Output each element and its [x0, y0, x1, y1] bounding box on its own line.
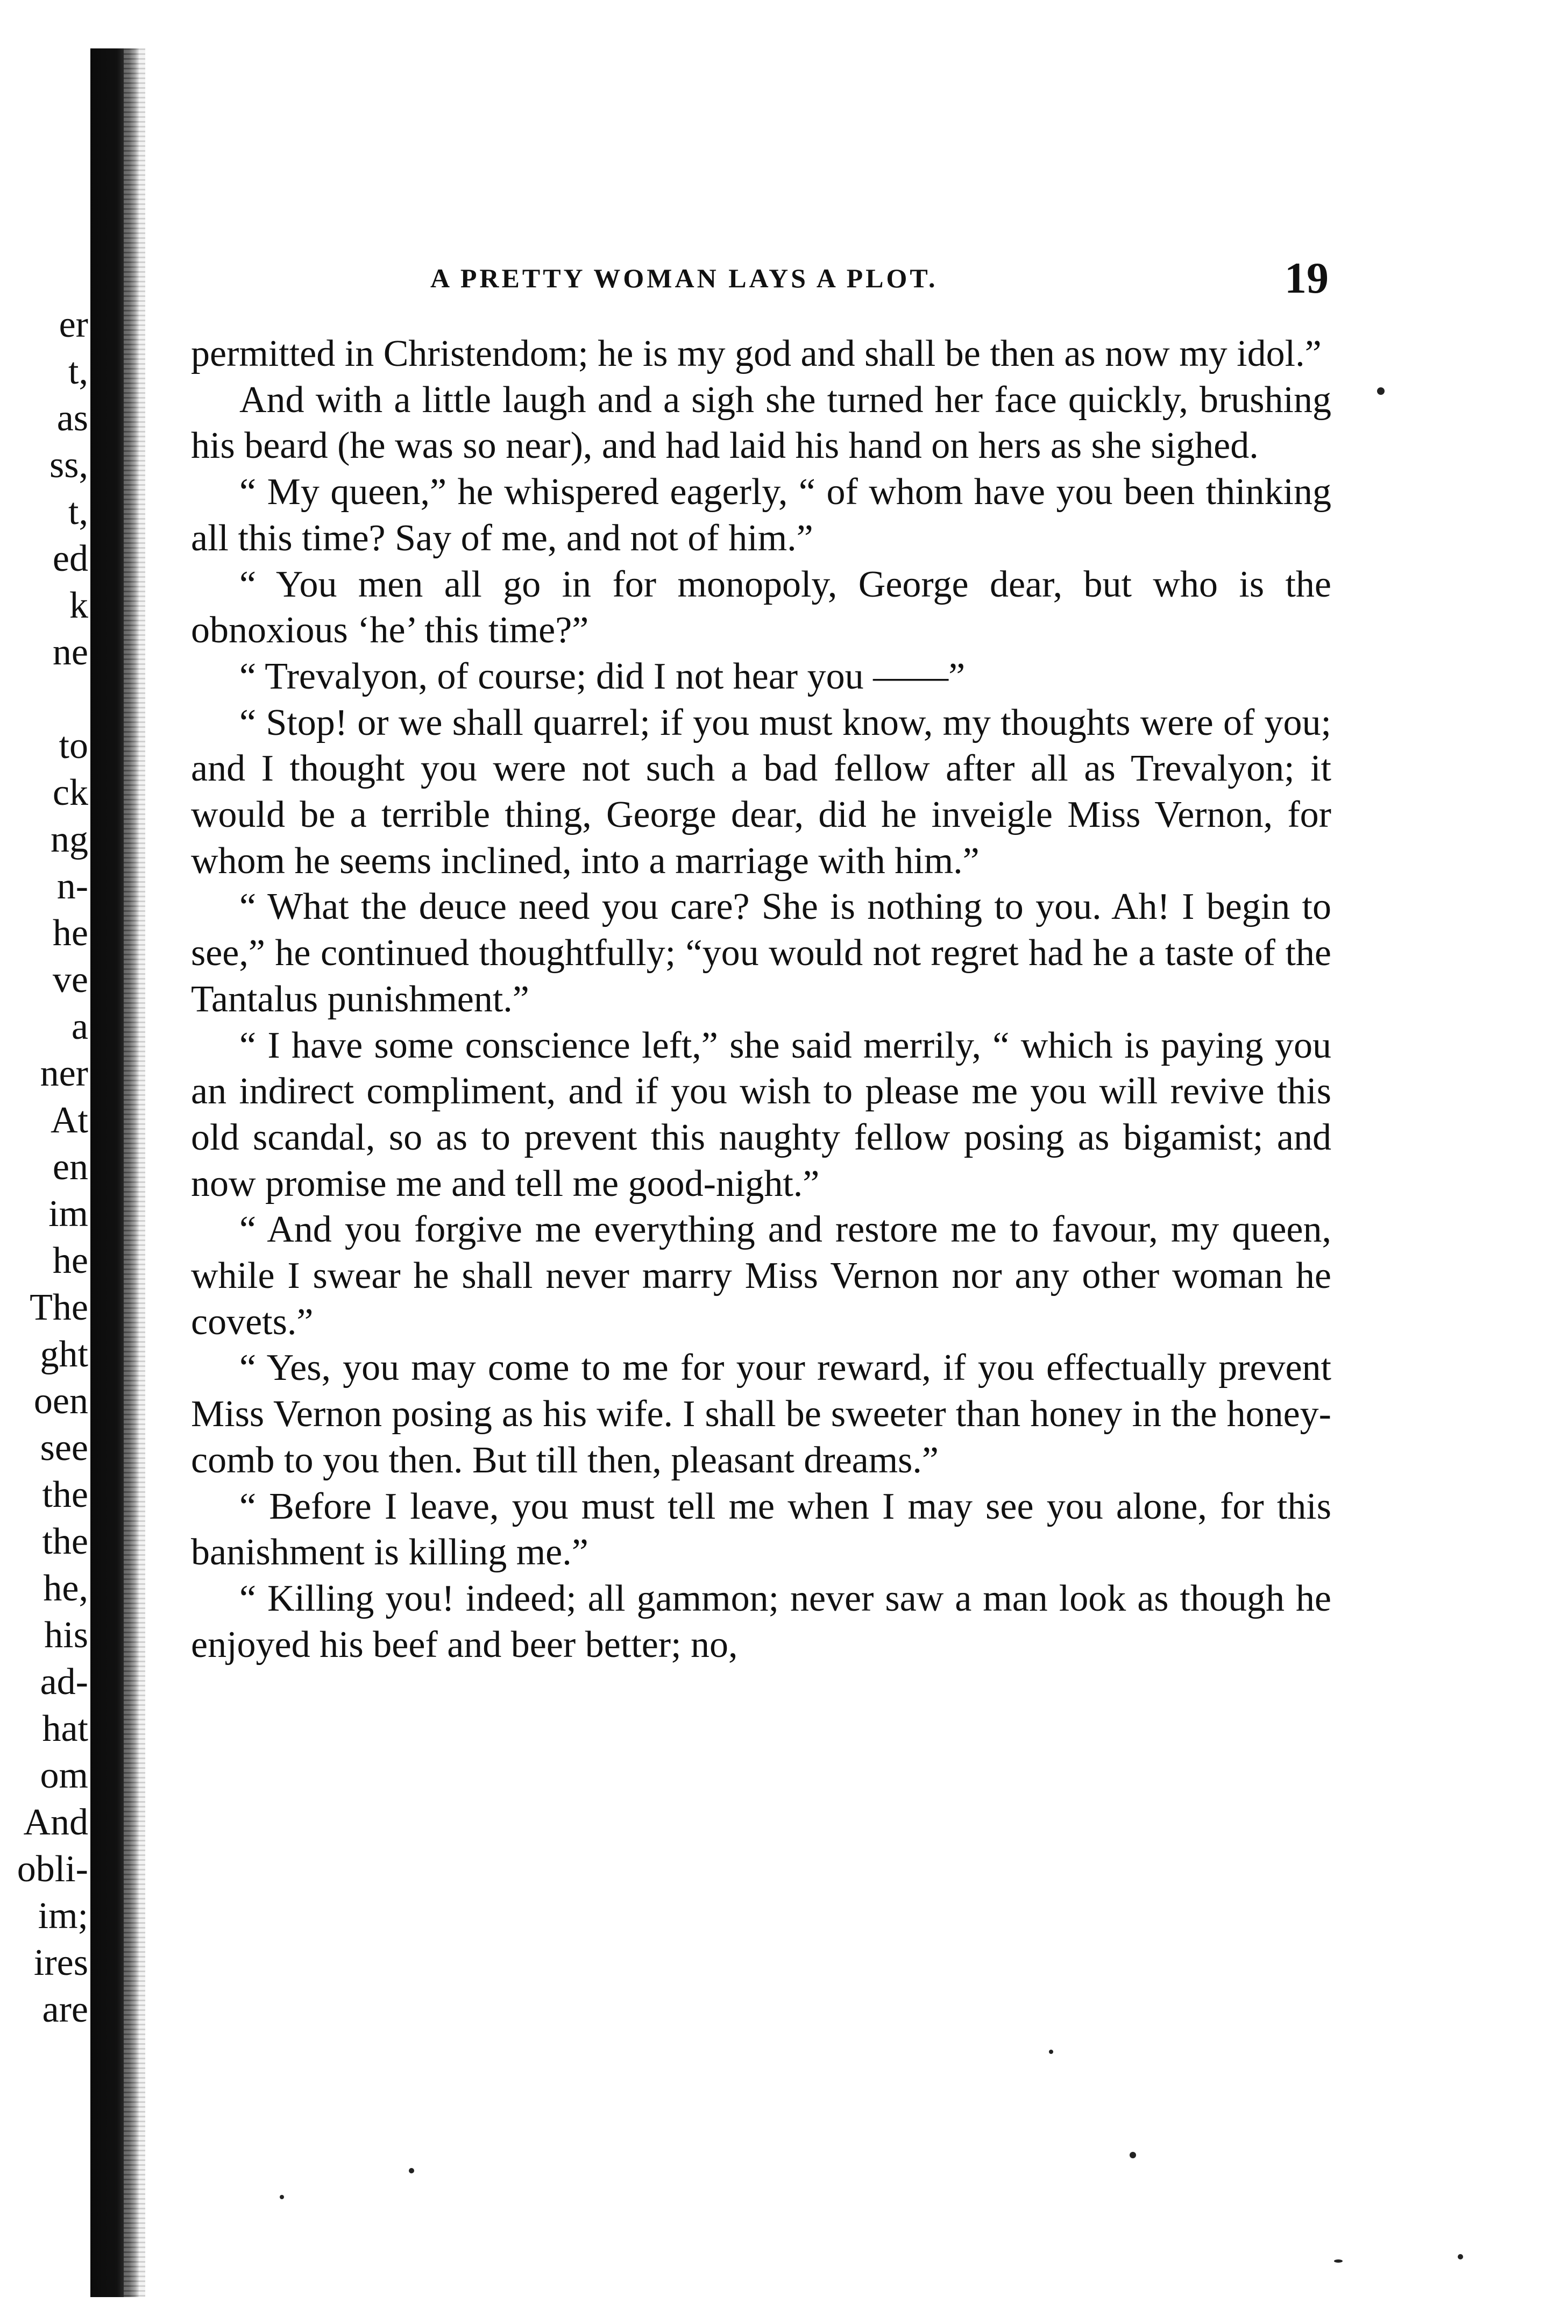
fragment-line [0, 676, 90, 722]
fragment-line: ng [51, 819, 88, 860]
fragment-line: ires [33, 1942, 88, 1983]
fragment-line: see [40, 1427, 88, 1469]
scan-speck [1458, 2254, 1463, 2259]
fragment-line: ss, [49, 444, 88, 486]
fragment-line: At [51, 1100, 88, 1141]
fragment-line: are [42, 1989, 88, 2030]
fragment-line: ner [40, 1053, 88, 1094]
fragment-line: oen [33, 1380, 88, 1422]
fragment-line: the [42, 1521, 88, 1562]
fragment-line: k [69, 585, 88, 626]
paragraph: “ What the deuce need you care? She is nothing to you. Ah! I begin to see,” he continued thoughtfully; “you would not regret had he a taste of the Tantalus punishment.” [191, 886, 1331, 1020]
paragraph: And with a little laugh and a sigh she turned her face quickly, brushing his beard (he was so near), and had laid his hand on hers as she sighed. [191, 379, 1331, 467]
fragment-line: er [59, 304, 88, 345]
running-head [194, 253, 1329, 312]
fragment-line: The [30, 1287, 88, 1328]
fragment-line: im; [38, 1895, 88, 1937]
paragraph: “ Trevalyon, of course; did I not hear you ——” [239, 655, 966, 697]
fragment-line: obli- [17, 1848, 88, 1890]
fragment-line: to [59, 725, 88, 767]
paragraph: “ Stop! or we shall quarrel; if you must know, my thoughts were of you; and I thought you were not such a bad fellow after all as Trevalyon; it would be a terrible thing, George dear, did he inveigle Miss Vernon, for whom he seems inclined, into a marriage with him.” [191, 702, 1331, 882]
fragment-line: he [52, 912, 88, 954]
paragraph: “ My queen,” he whispered eagerly, “ of whom have you been thinking all this time? Say of me, and not of him.” [191, 471, 1331, 559]
fragment-line: a [71, 1006, 88, 1047]
facing-page-fragments [0, 301, 90, 2033]
paragraph: permitted in Christendom; he is my god and shall be then as now my idol.” [191, 333, 1322, 374]
scan-speck [1377, 387, 1385, 395]
fragment-line: And [23, 1802, 88, 1843]
paragraph: “ You men all go in for monopoly, George dear, but who is the obnoxious ‘he’ this time?” [191, 563, 1331, 651]
paragraph: “ I have some conscience left,” she said merrily, “ which is paying you an indirect compliment, and if you wish to please me you will revive this old scandal, so as to prevent this naughty fellow posing as bigamist; and now promise me and tell me good-night.” [191, 1024, 1331, 1204]
scan-speck [1334, 2259, 1343, 2263]
fragment-line: he [52, 1240, 88, 1281]
fragment-line: as [56, 398, 88, 439]
fragment-line: t, [68, 351, 88, 392]
fragment-line: his [44, 1614, 88, 1656]
paragraph: “ Before I leave, you must tell me when I may see you alone, for this banishment is killing me.” [191, 1485, 1331, 1574]
fragment-line: t, [68, 491, 88, 533]
fragment-line: ght [40, 1334, 88, 1375]
fragment-line: ve [52, 959, 88, 1001]
body-text [191, 331, 1331, 1668]
running-title: A PRETTY WOMAN LAYS A PLOT. [430, 263, 938, 293]
scan-speck [409, 2168, 414, 2173]
scan-speck [1130, 2152, 1136, 2158]
fragment-line: om [40, 1755, 88, 1796]
page-number: 19 [1285, 253, 1329, 302]
fragment-line: ad- [40, 1661, 88, 1703]
paragraph: “ Yes, you may come to me for your reward, if you effectually prevent Miss Vernon posing as his wife. I shall be sweeter than honey in the honey-comb to you then. But till then, pleasant dreams.” [191, 1347, 1331, 1481]
scan-speck [280, 2195, 284, 2199]
fragment-line: ck [52, 772, 88, 813]
fragment-line: the [42, 1474, 88, 1515]
paragraph: “ And you forgive me everything and restore me to favour, my queen, while I swear he shall never marry Miss Vernon nor any other woman he covets.” [191, 1209, 1331, 1343]
fragment-line: en [52, 1146, 88, 1188]
fragment-line: ne [52, 632, 88, 673]
fragment-line: im [48, 1193, 88, 1235]
fragment-line: he, [43, 1568, 88, 1609]
fragment-line: n- [56, 866, 88, 907]
gutter-shadow [124, 48, 145, 2297]
fragment-line: hat [42, 1708, 88, 1749]
scan-speck [1049, 2050, 1053, 2054]
paragraph: “ Killing you! indeed; all gammon; never saw a man look as though he enjoyed his beef and beer better; no, [191, 1577, 1331, 1666]
fragment-line: ed [52, 538, 88, 579]
